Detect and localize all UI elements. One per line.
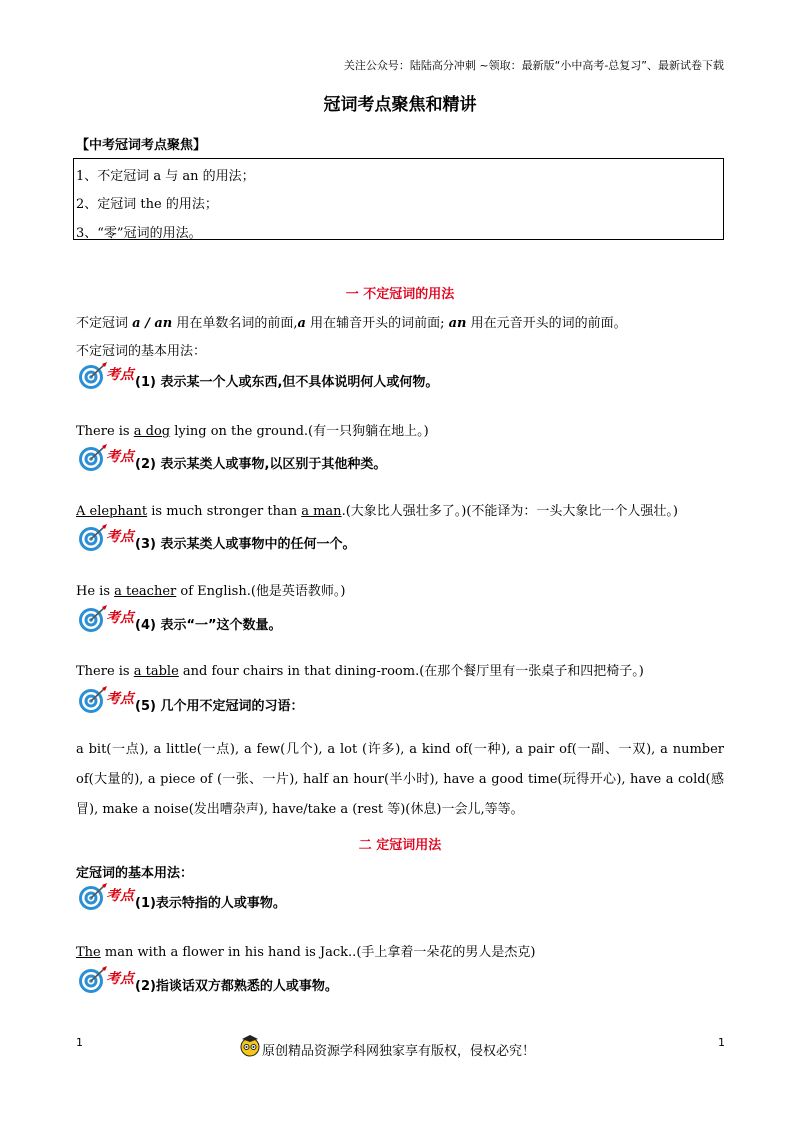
section-title: 一 不定冠词的用法 — [345, 287, 455, 302]
example-sentence: The man with a flower in his hand is Jack..(手上拿着一朵花的男人是杰克) — [76, 945, 536, 960]
point-label: (5) 几个用不定冠词的习语： — [135, 699, 304, 714]
kaodian-label: 考点 — [106, 888, 134, 904]
target-icon — [76, 605, 110, 635]
focus-item: 3、“零”冠词的用法。 — [76, 226, 202, 241]
kaodian-point — [76, 605, 282, 635]
kaodian-label: 考点 — [106, 529, 134, 545]
page-title: 冠词考点聚焦和精讲 — [323, 95, 477, 115]
example-sentence: He is a teacher of English.(他是英语教师。) — [76, 584, 346, 599]
point-label: (4) 表示“一”这个数量。 — [135, 618, 282, 633]
example-sentence: There is a table and four chairs in that dining-room.(在那个餐厅里有一张桌子和四把椅子。) — [76, 664, 644, 679]
point-label: (1) 表示某一个人或东西,但不具体说明何人或何物。 — [135, 375, 439, 390]
kaodian-point — [76, 686, 303, 716]
target-icon — [76, 686, 110, 716]
basic-usage-label: 定冠词的基本用法： — [76, 866, 194, 881]
example-sentence: There is a dog lying on the ground.(有一只狗躺在地上。) — [76, 424, 429, 439]
target-icon — [76, 883, 110, 913]
kaodian-label: 考点 — [106, 691, 134, 707]
kaodian-label: 考点 — [106, 367, 134, 383]
focus-item: 2、定冠词 the 的用法； — [76, 197, 218, 212]
mascot-icon — [238, 1033, 262, 1061]
kaodian-point — [76, 966, 338, 996]
target-icon — [76, 444, 110, 474]
page-number-left: 1 — [76, 1036, 83, 1049]
basic-usage-label: 不定冠词的基本用法： — [76, 344, 207, 359]
focus-item: 1、不定冠词 a 与 an 的用法； — [76, 169, 255, 184]
point-label: (2) 表示某类人或事物,以区别于其他种类。 — [135, 457, 387, 472]
idioms-paragraph: a bit(一点), a little(一点), a few(几个), a lot (许多), a kind of(一种), a pair of(一副、一双), a number of(大量的), a piece of (一张、一片), half an hour(半小时), have a good time(玩得开心), have a cold(感冒), make a noise(发出嘈杂声), have/take a (rest 等)(休息)一会儿,等等。 — [76, 742, 724, 817]
target-icon — [76, 966, 110, 996]
page-number-right: 1 — [718, 1036, 725, 1049]
target-icon — [76, 524, 110, 554]
kaodian-label: 考点 — [106, 971, 134, 987]
kaodian-point — [76, 362, 438, 392]
point-label: (1)表示特指的人或事物。 — [135, 896, 286, 911]
kaodian-point — [76, 444, 386, 474]
kaodian-point — [76, 524, 355, 554]
section-title: 二 定冠词用法 — [358, 838, 442, 853]
example-sentence: A elephant is much stronger than a man.(大象比人强壮多了。)(不能译为：一头大象比一个人强壮。) — [76, 504, 678, 519]
kaodian-point — [76, 883, 286, 913]
focus-heading: 【中考冠词考点聚焦】 — [76, 138, 207, 153]
point-label: (3) 表示某类人或事物中的任何一个。 — [135, 537, 356, 552]
kaodian-label: 考点 — [106, 610, 134, 626]
copyright-notice: 原创精品资源学科网独家享有版权，侵权必究！ — [262, 1044, 536, 1059]
intro-paragraph: 不定冠词 a / an 用在单数名词的前面,a 用在辅音开头的词前面; an 用在元音开头的词的前面。 — [76, 316, 627, 331]
kaodian-label: 考点 — [106, 449, 134, 465]
header-note: 关注公众号：陆陆高分冲刺 ~领取：最新版“小中高考-总复习”、最新试卷下载 — [343, 59, 724, 72]
point-label: (2)指谈话双方都熟悉的人或事物。 — [135, 979, 338, 994]
target-icon — [76, 362, 110, 392]
